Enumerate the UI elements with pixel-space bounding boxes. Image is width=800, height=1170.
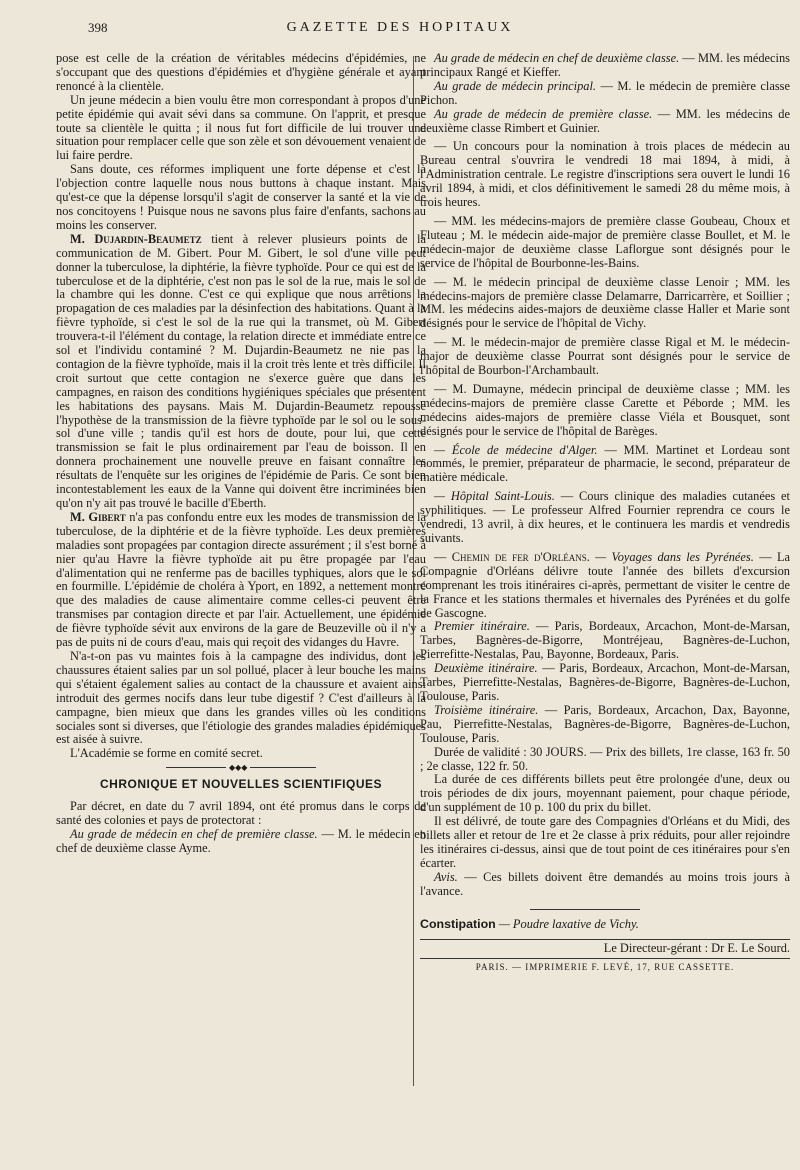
paragraph <box>420 444 790 486</box>
ad-text: — Poudre laxative de Vichy. <box>495 916 639 931</box>
paragraph-text: — M. le médecin en chef de deuxième classe Ayme. <box>56 826 426 855</box>
separator-rule <box>530 909 640 910</box>
italic-text: Au grade de médecin de première classe. <box>434 106 653 121</box>
paragraph: — M. le médecin principal de deuxième classe Lenoir ; MM. les médecins-majors de première classe Delamarre, Darricarrère, et Soillier ; MM. les médecins aides-majors de deuxième classe Haller et Marie sont désignés pour le service de l'hôpital de Vichy. <box>420 274 790 331</box>
small-caps-text: — Chemin de fer d'Orléans. <box>434 549 590 564</box>
paragraph <box>420 704 790 746</box>
paragraph: — MM. les médecins-majors de première classe Goubeau, Choux et Fluteau ; M. le médecin aide-major de première classe Boullet, et M. le médecin-major de deuxième classe Laflorgue sont désignés pour le service de l'hôpital de Bourbonne-les-Bains. <box>420 213 790 270</box>
paragraph-text: — Cours clinique des maladies cutanées et syphilitiques. — Le professeur Alfred Fournier reprendra ce cours le vendredi, 13 avril, à dix heures, et le continuera les mardis et vendredis suivants. <box>420 489 790 545</box>
paragraph <box>420 662 790 704</box>
italic-text: Deuxième itinéraire. <box>434 661 538 676</box>
paragraph <box>56 511 426 650</box>
paragraph-text: — Paris, Bordeaux, Arcachon, Mont-de-Marsan, Tarbes, Pierrefitte-Nestalas, Bagnères-de-Bigorre, Bagnères-de-Luchon, Toulouse, Paris. <box>420 661 791 703</box>
paragraph-text: — La Compagnie d'Orléans délivre toute l'année des billets d'excursion comprenant les trois itinéraires ci-après, permettant de visiter le centre de la France et les stations thermales et hivernales des Pyrénées et du golfe de Gascogne. <box>420 549 791 620</box>
paragraph: N'a-t-on pas vu maintes fois à la campagne des individus, dont les chaussures étaient salies par un sol pollué, placer à leur bouche les mains qui s'étaient également salies au contact de la chaussure et avaient ainsi introduit des germes nocifs dans leur tube digestif ? C'est d'ailleurs à la campagne, bien mieux que dans les grandes villes où les conditions sociales sont si diverses, que l'étiologie des grandes maladies épidémiques est aisée à suivre. <box>56 648 426 747</box>
paragraph: pose est celle de la création de véritables médecins d'épidémies, ne s'occupant que des questions d'épidémies et d'hygiène générale et ayant renoncé à la clientèle. <box>56 51 426 93</box>
paragraph <box>420 80 790 108</box>
paragraph-text: n'a pas confondu entre eux les modes de transmission de la tuberculose, de la diphtérie et de la fièvre typhoïde. Les deux premières maladies sont propagées par contagion directe assurément ; il s'est borné à nier qu'au Havre la fièvre typhoïde ait pu être propagée par l'eau d'alimentation qui ne renferme pas de bacilles typhiques, alors que le sol en fourmille. L'épidémie de choléra à Yport, en 1892, a nettement montré que des maladies de cause alimentaire comme celles-ci peuvent être transmises par contagion directe et par l'air. Actuellement, une épidémie de fièvre typhoïde sévit aux environs de la gare de Beuzeville où il n'y a pas de puits ni de cours d'eau, mais qui reçoit des vidanges du Havre. <box>56 509 426 650</box>
paragraph <box>420 620 790 662</box>
advertisement <box>420 918 790 932</box>
italic-text: Premier itinéraire. <box>434 619 530 634</box>
paragraph-text: — MM. les médecins principaux Rangé et Kieffer. <box>420 51 790 79</box>
italic-text: — École de médecine d'Alger. <box>434 442 598 457</box>
page-number: 398 <box>88 20 108 35</box>
speaker-name: M. Dujardin-Beaumetz <box>70 231 202 246</box>
director-line: Le Directeur-gérant : Dr E. Le Sourd. <box>420 939 790 959</box>
paragraph: L'Académie se forme en comité secret. <box>70 746 263 761</box>
paragraph-text: — Ces billets doivent être demandés au moins trois jours à l'avance. <box>420 869 790 898</box>
italic-text: Au grade de médecin en chef de deuxième classe. <box>434 51 680 65</box>
paragraph <box>420 551 790 621</box>
paragraph <box>420 108 790 136</box>
paragraph-text: — Paris, Bordeaux, Arcachon, Dax, Bayonne, Pau, Pierrefitte-Nestalas, Bagnères-de-Bigorre, Bagnères-de-Luchon, Toulouse, Paris. <box>420 702 790 745</box>
paragraph: — Un concours pour la nomination à trois places de médecin au Bureau central s'ouvrira le vendredi 18 mai 1894, à midi, à l'Administration centrale. Le registre d'inscriptions sera ouvert le lundi 16 avril 1894, à midi, et clos définitivement le samedi 28 du même mois, à trois heures. <box>420 139 790 210</box>
italic-text: Au grade de médecin principal. <box>434 78 597 93</box>
paragraph <box>56 233 426 511</box>
paragraph <box>420 871 790 899</box>
running-title: GAZETTE DES HOPITAUX <box>286 20 514 35</box>
italic-text: Au grade de médecin en chef de première classe. <box>70 826 318 841</box>
paragraph: Il est délivré, de toute gare des Compagnies d'Orléans et du Midi, des billets aller et retour de 1re et 2e classe à prix réduits, pour aller rejoindre les itinéraires ci-dessus, ainsi que de tout point de ces itinéraires pour s'en écarter. <box>420 814 790 870</box>
speaker-name: M. Gibert <box>70 509 126 524</box>
italic-text: — Voyages dans les Pyrénées. <box>589 549 754 564</box>
paragraph <box>420 490 790 546</box>
ornament-separator <box>166 767 316 768</box>
paragraph: — M. le médecin-major de première classe Rigal et M. le médecin-major de deuxième classe Pourrat sont désignés pour le service de l'hôpital de Bourbon-l'Archambault. <box>420 335 790 378</box>
paragraph <box>56 828 426 856</box>
paragraph-text: — Paris, Bordeaux, Arcachon, Mont-de-Marsan, Tarbes, Bagnères-de-Bigorre, Montréjeau, Bagnères-de-Luchon, Pierrefitte-Nestalas, Pau, Bayonne, Bordeaux, Paris. <box>420 619 790 662</box>
paragraph-text: — MM. Martinet et Lordeau sont nommés, le premier, préparateur de pharmacie, le second, préparateur de matière médicale. <box>420 442 790 485</box>
paragraph: Durée de validité : 30 JOURS. — Prix des billets, 1re classe, 163 fr. 50 ; 2e classe, 122 fr. 50. <box>420 744 790 773</box>
left-column <box>56 52 426 856</box>
italic-text: — Hôpital Saint-Louis. <box>434 489 555 504</box>
section-heading: CHRONIQUE ET NOUVELLES SCIENTIFIQUES <box>99 777 383 792</box>
italic-text: Troisième itinéraire. <box>434 702 539 717</box>
italic-text: Avis. <box>434 869 458 884</box>
paragraph: Sans doute, ces réformes impliquent une forte dépense et c'est là l'objection contre laquelle nous nous buttons à chaque instant. Mais qu'est-ce que la dépense lorsqu'il s'agit de conserver la santé et la vie de nos concitoyens ! Puisque nous ne savons plus faire d'enfants, sachons au moins les conserver. <box>56 162 426 232</box>
paragraph: La durée de ces différents billets peut être prolongée d'une, deux ou trois périodes de dix jours, moyennant paiement, pour chaque période, d'un supplément de 10 p. 100 du prix du billet. <box>420 772 790 815</box>
printer-line: PARIS. — IMPRIMERIE F. LEVÉ, 17, RUE CASSETTE. <box>475 962 735 973</box>
paragraph: Un jeune médecin a bien voulu être mon correspondant à propos d'une petite épidémie qui avait sévi dans sa commune. On l'apprit, et presque toute sa clientèle le quitta ; il nous fut fort difficile de lui trouver une situation pour remplacer celle que son zèle et son dévouement venaient de lui faire perdre. <box>56 92 426 163</box>
paragraph <box>420 52 790 80</box>
paragraph: — M. Dumayne, médecin principal de deuxième classe ; MM. les médecins-majors de première classe Carette et Péborde ; MM. les médecins aides-majors de première classe Viéla et Bousquet, sont désignés pour le service de l'hôpital de Barèges. <box>420 381 790 438</box>
paragraph-text: — MM. les médecins de deuxième classe Rimbert et Guinier. <box>420 106 790 135</box>
paragraph-text: — M. le médecin de première classe Pichon. <box>420 78 790 107</box>
ad-product: Constipation <box>420 916 496 931</box>
right-column <box>420 52 790 975</box>
paragraph: Par décret, en date du 7 avril 1894, ont été promus dans le corps de santé des colonies et pays de protectorat : <box>56 799 426 828</box>
paragraph-text: tient à relever plusieurs points de la communication de M. Gibert. Pour M. Gibert, le sol d'une ville peut donner la tuberculose, la diphtérie, la fièvre typhoïde. Pour ce qui est de la tuberculose et de la diphtérie, c'est non pas le sol de la rue, mais le sol de la chambre qui les donne. C'est ce qui explique que nous arrêtions la propagation de ces maladies par la désinfection des habitations. Quant à la fièvre typhoïde, si c'est le sol de la rue qui la transmet, où M. Gibert trouvera-t-il l'élément du contage, la relation directe et immédiate entre ce sol et l'individu contaminé ? M. Dujardin-Beaumetz ne nie pas la contagion de la fièvre typhoïde, mais il la croit très lente et très difficile. Il croit surtout que cette contagion ne s'exerce guère que dans les campagnes, en raison des conditions hygiéniques spéciales que présentent les habitations des paysans. Mais M. Dujardin-Beaumetz repousse l'hypothèse de la transmission de la fièvre typhoïde par le sol ou le sous-sol d'une ville ; tandis qu'il est hors de doute, pour lui, que cette transmission se fait le plus ordinairement par l'eau de boisson. Il en donnera prochainement une nouvelle preuve en faisant connaître les résultats de l'enquête sur les origines de l'épidémie de Paris. Ce sont bien incontestablement les eaux de la Vanne qui doivent être incriminées bien qu'on n'y ait pas trouvé le bacille d'Eberth. <box>56 231 426 510</box>
